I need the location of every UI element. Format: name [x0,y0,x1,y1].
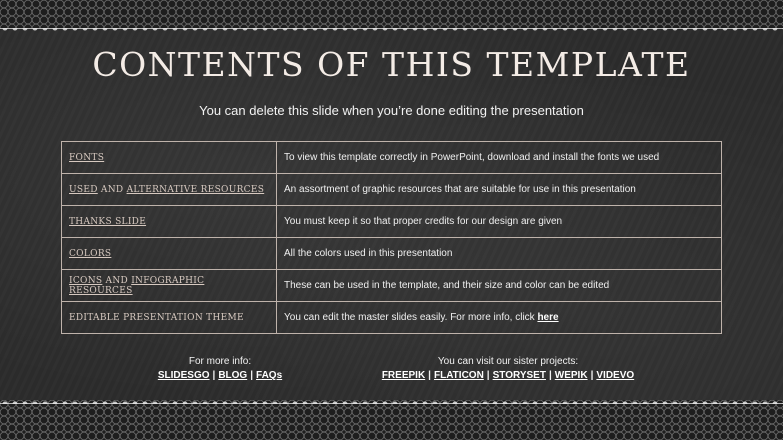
footer-link-storyset[interactable]: STORYSET [492,370,546,381]
row-label [62,238,277,270]
link-separator: | [250,370,254,381]
link-separator: | [548,370,552,381]
table-row [62,302,722,334]
link-separator: | [428,370,431,381]
footer-link-flaticon[interactable]: FLATICON [433,370,484,381]
link-separator: | [212,370,216,381]
row-label [62,142,277,174]
row-label-link[interactable]: THANKS SLIDE [69,216,147,227]
slide-subtitle: You can delete this slide when you’re done editing the presentation [199,103,584,118]
link-separator: | [590,370,594,381]
row-description [277,238,722,270]
footer-link-blog[interactable]: BLOG [218,370,248,381]
bottom-lace-band [0,400,783,440]
table-row [62,142,722,174]
row-description-text: An assortment of graphic resources that are suitable for use in this presentation [284,184,636,195]
footer-sister-projects-links [370,368,646,383]
row-label-link[interactable]: ALTERNATIVE RESOURCES [126,184,265,195]
here-link[interactable]: here [537,312,559,323]
row-description [277,142,722,174]
link-separator: | [486,370,490,381]
row-label-link[interactable]: FONTS [69,152,105,163]
footer-link-wepik[interactable]: WEPIK [554,370,588,381]
footer-more-info-caption: For more info: [188,356,252,367]
row-label [62,270,277,302]
table-row [62,206,722,238]
row-label-text: AND [102,275,132,286]
footer-link-faqs[interactable]: FAQs [256,370,283,381]
row-description-text: You can edit the master slides easily. For more info, click [284,312,538,323]
row-description [277,270,722,302]
row-description-text: All the colors used in this presentation [284,248,453,259]
table-row [62,238,722,270]
footer-sister-projects [370,355,646,383]
table-row [62,270,722,302]
row-label-link[interactable]: USED [69,184,98,195]
footer-more-info [140,355,300,383]
footer-sister-projects-caption: You can visit our sister projects: [437,356,579,367]
footer-more-info-links [140,368,300,383]
footer-link-freepik[interactable]: FREEPIK [381,370,426,381]
contents-table [61,141,722,334]
footer-link-videvo[interactable]: VIDEVO [596,370,635,381]
row-label [62,174,277,206]
row-description [277,302,722,334]
top-lace-trim [0,28,783,36]
row-label-text: EDITABLE PRESENTATION THEME [69,312,244,323]
row-label-link[interactable]: ICONS [69,275,103,286]
row-label-link[interactable]: COLORS [69,248,112,259]
row-description [277,206,722,238]
row-label [62,302,277,334]
slide-title: CONTENTS OF THIS TEMPLATE [92,45,691,84]
table-row [62,174,722,206]
row-description [277,174,722,206]
footer-link-slidesgo[interactable]: SLIDESGO [157,370,210,381]
row-label-link[interactable]: INFOGRAPHIC RESOURCES [69,275,205,296]
row-description-text: You must keep it so that proper credits for our design are given [284,216,563,227]
row-description-text: These can be used in the template, and their size and color can be edited [284,280,610,291]
bottom-lace-trim [0,396,783,404]
row-label [62,206,277,238]
row-description-text: To view this template correctly in PowerPoint, download and install the fonts we used [284,152,660,163]
top-lace-band [0,0,783,28]
row-label-text: AND [97,184,127,195]
